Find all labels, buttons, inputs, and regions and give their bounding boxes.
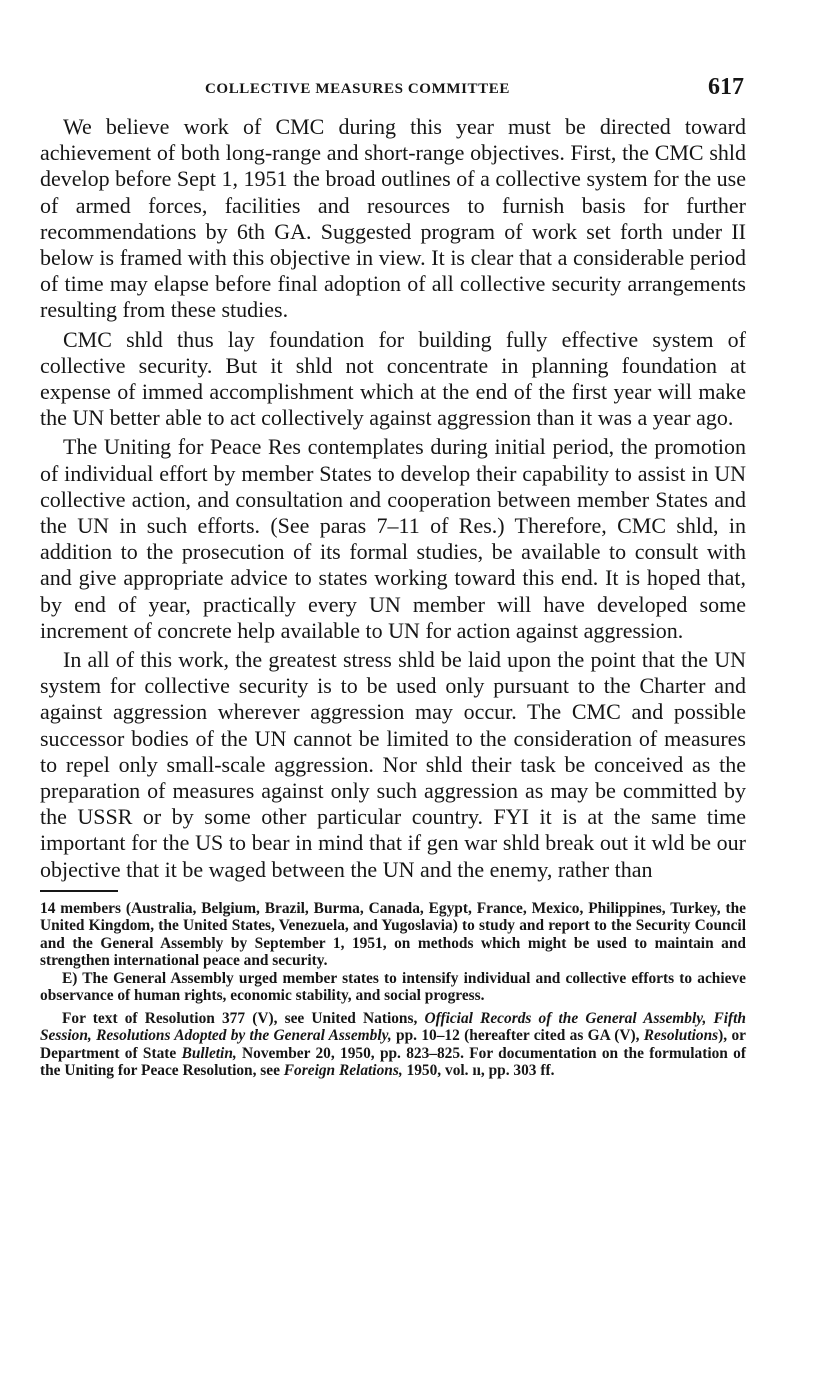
citation-text: pp. 10–12 (hereafter cited as GA (V),: [391, 1027, 644, 1045]
citation-text: November 20, 1950, pp. 823–825. For documentation on the formulation of the Uniting for Peace Resolution, see: [40, 1044, 746, 1080]
paragraph: The Uniting for Peace Res contemplates during initial period, the promotion of individual effort by member States to develop their capability to assist in UN collective action, and consultation and cooperation between member States and the UN in such efforts. (See paras 7–11 of Res.) Therefore, CMC shld, in addition to the prosecution of its formal studies, be available to consult with and give appropriate advice to states working toward this end. It is hoped that, by end of year, practically every UN member will have developed some increment of concrete help available to UN for action against aggression.: [40, 434, 746, 643]
footnote-divider: [40, 890, 118, 892]
citation-title-foreign-relations: Foreign Relations,: [283, 1062, 403, 1080]
citation-title-bulletin: Bulletin,: [181, 1044, 237, 1062]
citation-text: ), or Department of State: [40, 1027, 746, 1062]
footnotes: [40, 900, 746, 1080]
footnote-continuation: 14 members (Australia, Belgium, Brazil, Burma, Canada, Egypt, France, Mexico, Philippines, Turkey, the United Kingdom, the United States, Venezuela, and Yugoslavia) to study and report to the Security Council and the General Assembly by September 1, 1951, on methods which might be used to maintain and strengthen international peace and security.: [40, 899, 746, 970]
running-head: [40, 72, 746, 114]
citation-text: For text of Resolution 377 (V), see United Nations,: [62, 1009, 425, 1027]
body-text: [40, 114, 746, 883]
paragraph: In all of this work, the greatest stress shld be laid upon the point that the UN system for collective security is to be used only pursuant to the Charter and against aggression wherever aggression may occur. The CMC and possible successor bodies of the UN cannot be limited to the consideration of measures to repel only small-scale aggression. Nor shld their task be conceived as the preparation of measures against only such aggression as may be committed by the USSR or by some other particular country. FYI it is at the same time important for the US to bear in mind that if gen war shld break out it wld be our objective that it be waged between the UN and the enemy, rather than: [40, 647, 746, 882]
footnote-item-e: E) The General Assembly urged member states to intensify individual and collective efforts to achieve observance of human rights, economic stability, and social progress.: [40, 969, 746, 1005]
paragraph: CMC shld thus lay foundation for building fully effective system of collective security. But it shld not concentrate in planning foundation at expense of immed accomplishment which at the end of the first year will make the UN better able to act collectively against aggression than it was a year ago.: [40, 326, 746, 431]
footnote-citation: [40, 1010, 746, 1080]
citation-title-official-records: Official Records of the General Assembly, Fifth Session, Resolutions Adopted by the General Assembly,: [40, 1009, 746, 1045]
citation-title-resolutions: Resolutions: [643, 1027, 719, 1045]
page-number: 617: [708, 74, 744, 100]
running-title: COLLECTIVE MEASURES COMMITTEE: [205, 81, 510, 97]
document-page: [40, 72, 746, 1080]
paragraph: We believe work of CMC during this year must be directed toward achievement of both long-range and short-range objectives. First, the CMC shld develop before Sept 1, 1951 the broad outlines of a collective system for the use of armed forces, facilities and resources to furnish basis for further recommendations by 6th GA. Suggested program of work set forth under II below is framed with this objective in view. It is clear that a considerable period of time may elapse before final adoption of all collective security arrangements resulting from these studies.: [40, 114, 746, 323]
citation-text: 1950, vol. ıı, pp. 303 ff.: [402, 1062, 555, 1080]
